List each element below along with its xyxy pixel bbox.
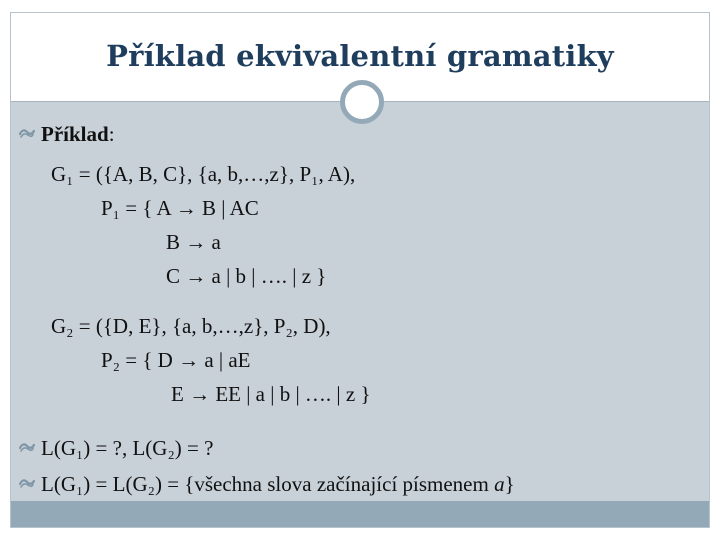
bullet-example <box>19 121 115 147</box>
languages-question: L(G₁) = ?, L(G₂) = ? <box>41 436 214 460</box>
slide <box>10 12 710 528</box>
wave-bullet-icon <box>19 477 35 489</box>
languages-answer-var: a <box>494 472 505 496</box>
slide-title: Příklad ekvivalentní gramatiky <box>106 39 614 73</box>
example-label: Příklad <box>41 122 109 146</box>
languages-answer-prefix: L(G₁) = L(G₂) = {všechna slova začínající písmenem <box>41 472 495 496</box>
bullet-languages-answer <box>19 471 515 497</box>
circle-ornament-icon <box>340 80 384 124</box>
footer-band <box>11 501 709 527</box>
wave-bullet-icon <box>19 441 35 453</box>
grammar1-rule-1: P₁ = { A → B | AC <box>101 196 259 220</box>
grammar1-definition: G₁ = ({A, B, C}, {a, b,…,z}, P₁, A), <box>51 162 356 186</box>
grammar2-definition: G₂ = ({D, E}, {a, b,…,z}, P₂, D), <box>51 314 331 338</box>
bullet-languages-question <box>19 435 213 461</box>
grammar1-rule-3: C → a | b | …. | z } <box>166 264 327 288</box>
grammar2-rule-2: E → EE | a | b | …. | z } <box>171 382 371 406</box>
languages-answer-suffix: } <box>504 472 515 496</box>
grammar2-rule-1: P₂ = { D → a | aE <box>101 348 251 372</box>
wave-bullet-icon <box>19 127 35 139</box>
example-suffix: : <box>108 122 115 146</box>
grammar1-rule-2: B → a <box>166 230 221 254</box>
